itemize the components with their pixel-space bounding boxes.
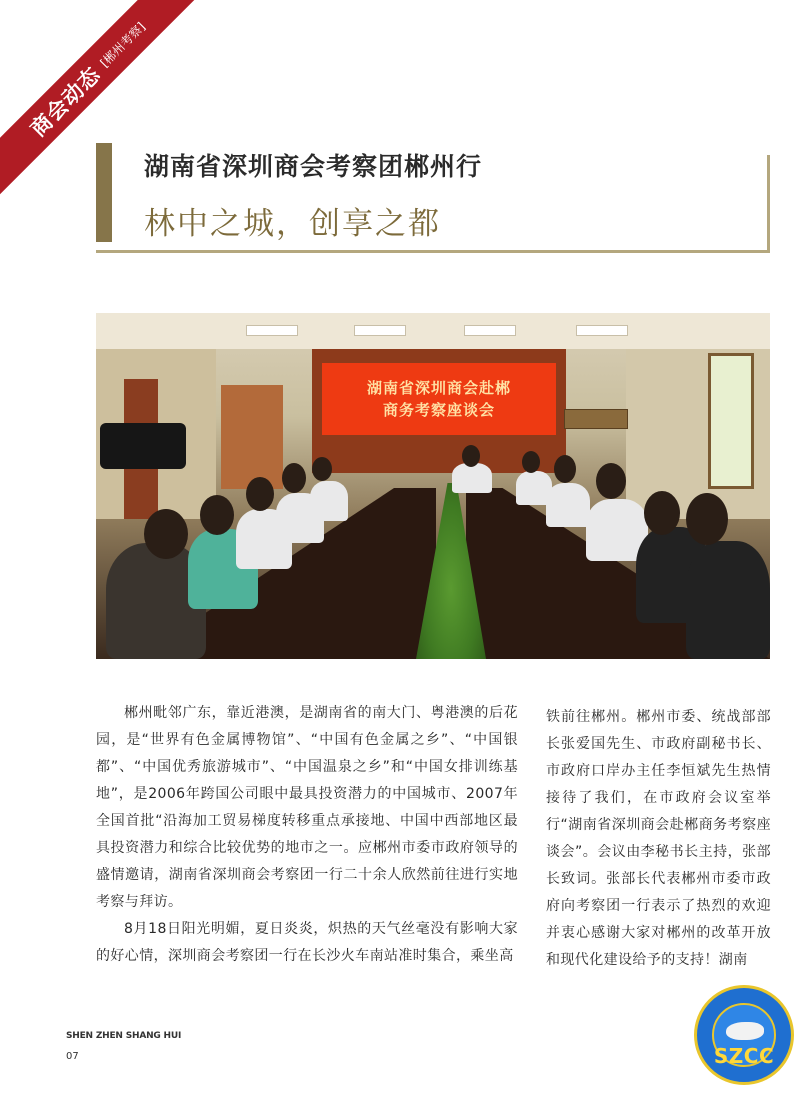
ceiling-lamp bbox=[246, 325, 298, 336]
led-banner bbox=[322, 363, 556, 435]
photo-door-center bbox=[221, 385, 283, 489]
attendee-head bbox=[312, 457, 332, 481]
paragraph: 铁前往郴州。郴州市委、统战部部长张爱国先生、市政府副秘书长、市政府口岸办主任李恒斌先生热情接待了我们，在市政府会议室举行“湖南省深圳商会赴郴商务考察座谈会”。会议由李秘书长主持，张部长致词。张部长代表郴州市委市政府向考察团一行表示了热烈的欢迎并衷心感谢大家对郴州的改革开放和现代化建设给予的支持！湖南 bbox=[546, 709, 771, 968]
attendee-head bbox=[596, 463, 626, 499]
video-camera bbox=[100, 423, 186, 469]
magazine-name: SHEN ZHEN SHANG HUI bbox=[66, 1031, 182, 1041]
article-subtitle: 林中之城，创享之都 bbox=[144, 206, 441, 242]
section-tag-sub: [郴州考察] bbox=[97, 19, 148, 70]
attendee-head bbox=[522, 451, 540, 473]
ceiling-lamp bbox=[464, 325, 516, 336]
logo-text: SZCC bbox=[713, 1044, 775, 1068]
title-frame-right bbox=[767, 155, 770, 253]
ceiling-lamp bbox=[354, 325, 406, 336]
attendee-head bbox=[644, 491, 680, 535]
ceiling-lamp bbox=[576, 325, 628, 336]
attendee-head bbox=[282, 463, 306, 493]
paragraph: 8月18日阳光明媚，夏日炎炎，炽热的天气丝毫没有影响大家的好心情，深圳商会考察团一行在长沙火车南站准时集合，乘坐高 bbox=[96, 921, 518, 964]
article-column-right bbox=[546, 704, 771, 974]
banner-line-1: 湖南省深圳商会赴郴 bbox=[366, 379, 511, 397]
photo-window bbox=[708, 353, 754, 489]
attendee-head bbox=[554, 455, 576, 483]
title-accent-bar bbox=[96, 143, 112, 242]
bull-icon bbox=[726, 1022, 764, 1040]
attendee bbox=[686, 541, 770, 659]
attendee-head bbox=[144, 509, 188, 559]
attendee bbox=[546, 483, 590, 527]
title-frame-bottom bbox=[96, 250, 770, 253]
meeting-photo bbox=[96, 313, 770, 659]
article-column-left bbox=[96, 700, 518, 970]
szcc-logo bbox=[694, 985, 794, 1085]
section-tag-main: 商会动态 bbox=[25, 62, 106, 142]
attendee-head bbox=[200, 495, 234, 535]
attendee bbox=[310, 481, 348, 521]
attendee-head bbox=[686, 493, 728, 545]
photo-ceiling bbox=[96, 313, 770, 349]
attendee bbox=[452, 463, 492, 493]
paragraph: 郴州毗邻广东，靠近港澳，是湖南省的南大门、粤港澳的后花园，是“世界有色金属博物馆”、“中国有色金属之乡”、“中国银都”、“中国优秀旅游城市”、“中国温泉之乡”和“中国女排训练基地”，是2006年跨国公司眼中最具投资潜力的中国城市、2007年全国首批“沿海加工贸易梯度转移重点承接地、中国中西部地区最具投资潜力和综合比较优势的地市之一。应郴州市委市政府领导的盛情邀请，湖南省深圳商会考察团一行二十余人欣然前往进行实地考察与拜访。 bbox=[96, 705, 518, 910]
attendee-head bbox=[246, 477, 274, 511]
article-title: 湖南省深圳商会考察团郴州行 bbox=[144, 152, 483, 181]
attendee-head bbox=[462, 445, 480, 467]
wall-plaque bbox=[564, 409, 628, 429]
page-number: 07 bbox=[66, 1051, 79, 1062]
banner-line-2: 商务考察座谈会 bbox=[382, 401, 495, 419]
